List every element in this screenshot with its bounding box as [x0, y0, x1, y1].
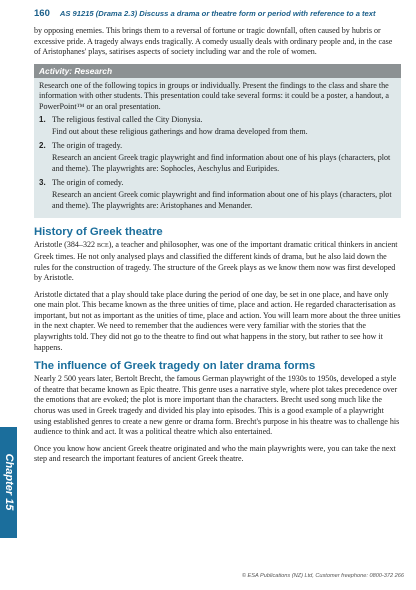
influence-heading: The influence of Greek tragedy on later drama forms [34, 360, 316, 373]
activity-list [39, 115, 396, 214]
page-footer: © ESA Publications (NZ) Ltd, Customer freephone: 0800-372 266 [241, 573, 404, 579]
history-paragraph-2: Aristotle dictated that a play should take place during the period of one day, be set in one place, and have only one main plot. This became known as the three unities of time, place and action. He regarded characterisation as important, but not as important as the unities of time, place and action. You will learn more about the three unities in the next chapter. We need to remember that the audiences were very familiar with the stories that the playwrights told. They did not go to the theatre to find out what happens in the story, but rather to see how it happens. [34, 289, 401, 352]
item-number: 3. [39, 177, 46, 187]
chapter-tab [0, 427, 17, 538]
item-number: 2. [39, 140, 46, 150]
list-item [39, 141, 396, 177]
influence-paragraph-2: Once you know how ancient Greek theatre originated and who the main playwrights were, you can take the next step and research the important features of ancient Greek theatre. [34, 443, 396, 464]
activity-box [34, 64, 401, 219]
item-detail: Research an ancient Greek comic playwright and find information about one of his plays (characters, plot and theme). The playwrights are: Aristophanes and Menander. [52, 190, 392, 210]
item-title: The origin of comedy. [52, 177, 124, 187]
item-number: 1. [39, 114, 46, 124]
list-item [39, 115, 396, 140]
page-header [34, 8, 406, 22]
page-number: 160 [34, 8, 50, 19]
influence-paragraph-1: Nearly 2 500 years later, Bertolt Brecht, the famous German playwright of the 1930s to 1950s, developed a style of theatre that became known as Epic theatre. This genre uses a narrative style, where plot takes precedence over the emotions that are evoked; the plot is more important than the characters. Brecht used song much like the chorus was used in Greek tragedy and divided his play into episodes. This is a good example of a playwright using established genres to create a new genre or drama form. Brecht's purpose in his theatre was to challenge his audience to think and act. It was a political theatre which also entertained. [34, 374, 400, 437]
main-content [34, 26, 401, 471]
bce-abbreviation: BCE [97, 243, 109, 250]
list-item [39, 178, 396, 214]
item-title: The origin of tragedy. [52, 140, 123, 150]
item-title: The religious festival called the City Dionysia. [52, 114, 203, 124]
activity-intro: Research one of the following topics in groups or individually. Present the findings to the class and share the information with other students. This presentation could take several forms: it could be a poster, a handout, a PowerPoint™ or an oral presentation. [39, 80, 389, 111]
chapter-label: Chapter 15 [2, 453, 15, 511]
intro-paragraph: by opposing enemies. This brings them to a reversal of fortune or tragic downfall, often caused by hubris or excessive pride. A tragedy always ends tragically. A comedy usually deals with ordinary people and, in the case of Aristophanes' plays, satirises aspects of society including war and the role of women. [34, 26, 393, 57]
running-title: AS 91215 (Drama 2.3) Discuss a drama or theatre form or period with reference to a text [59, 9, 376, 18]
history-paragraph-1: Aristotle (384–322 BCE), a teacher and philosopher, was one of the important dramatic critical thinkers in ancient Greek times. He not only analysed plays and classified the different kinds of drama, but he also laid down the rules for the construction of tragedy. The structure of the Greek plays as we know them now was first developed by Aristotle. [34, 240, 398, 283]
item-detail: Find out about these religious gatherings and how drama developed from them. [52, 127, 308, 137]
activity-heading: Activity: Research [34, 64, 401, 78]
item-detail: Research an ancient Greek tragic playwright and find information about one of his plays (characters, plot and theme). The playwrights are: Sophocles, Aeschylus and Euripides. [52, 153, 391, 173]
history-heading: History of Greek theatre [34, 226, 163, 239]
activity-body [34, 78, 401, 219]
